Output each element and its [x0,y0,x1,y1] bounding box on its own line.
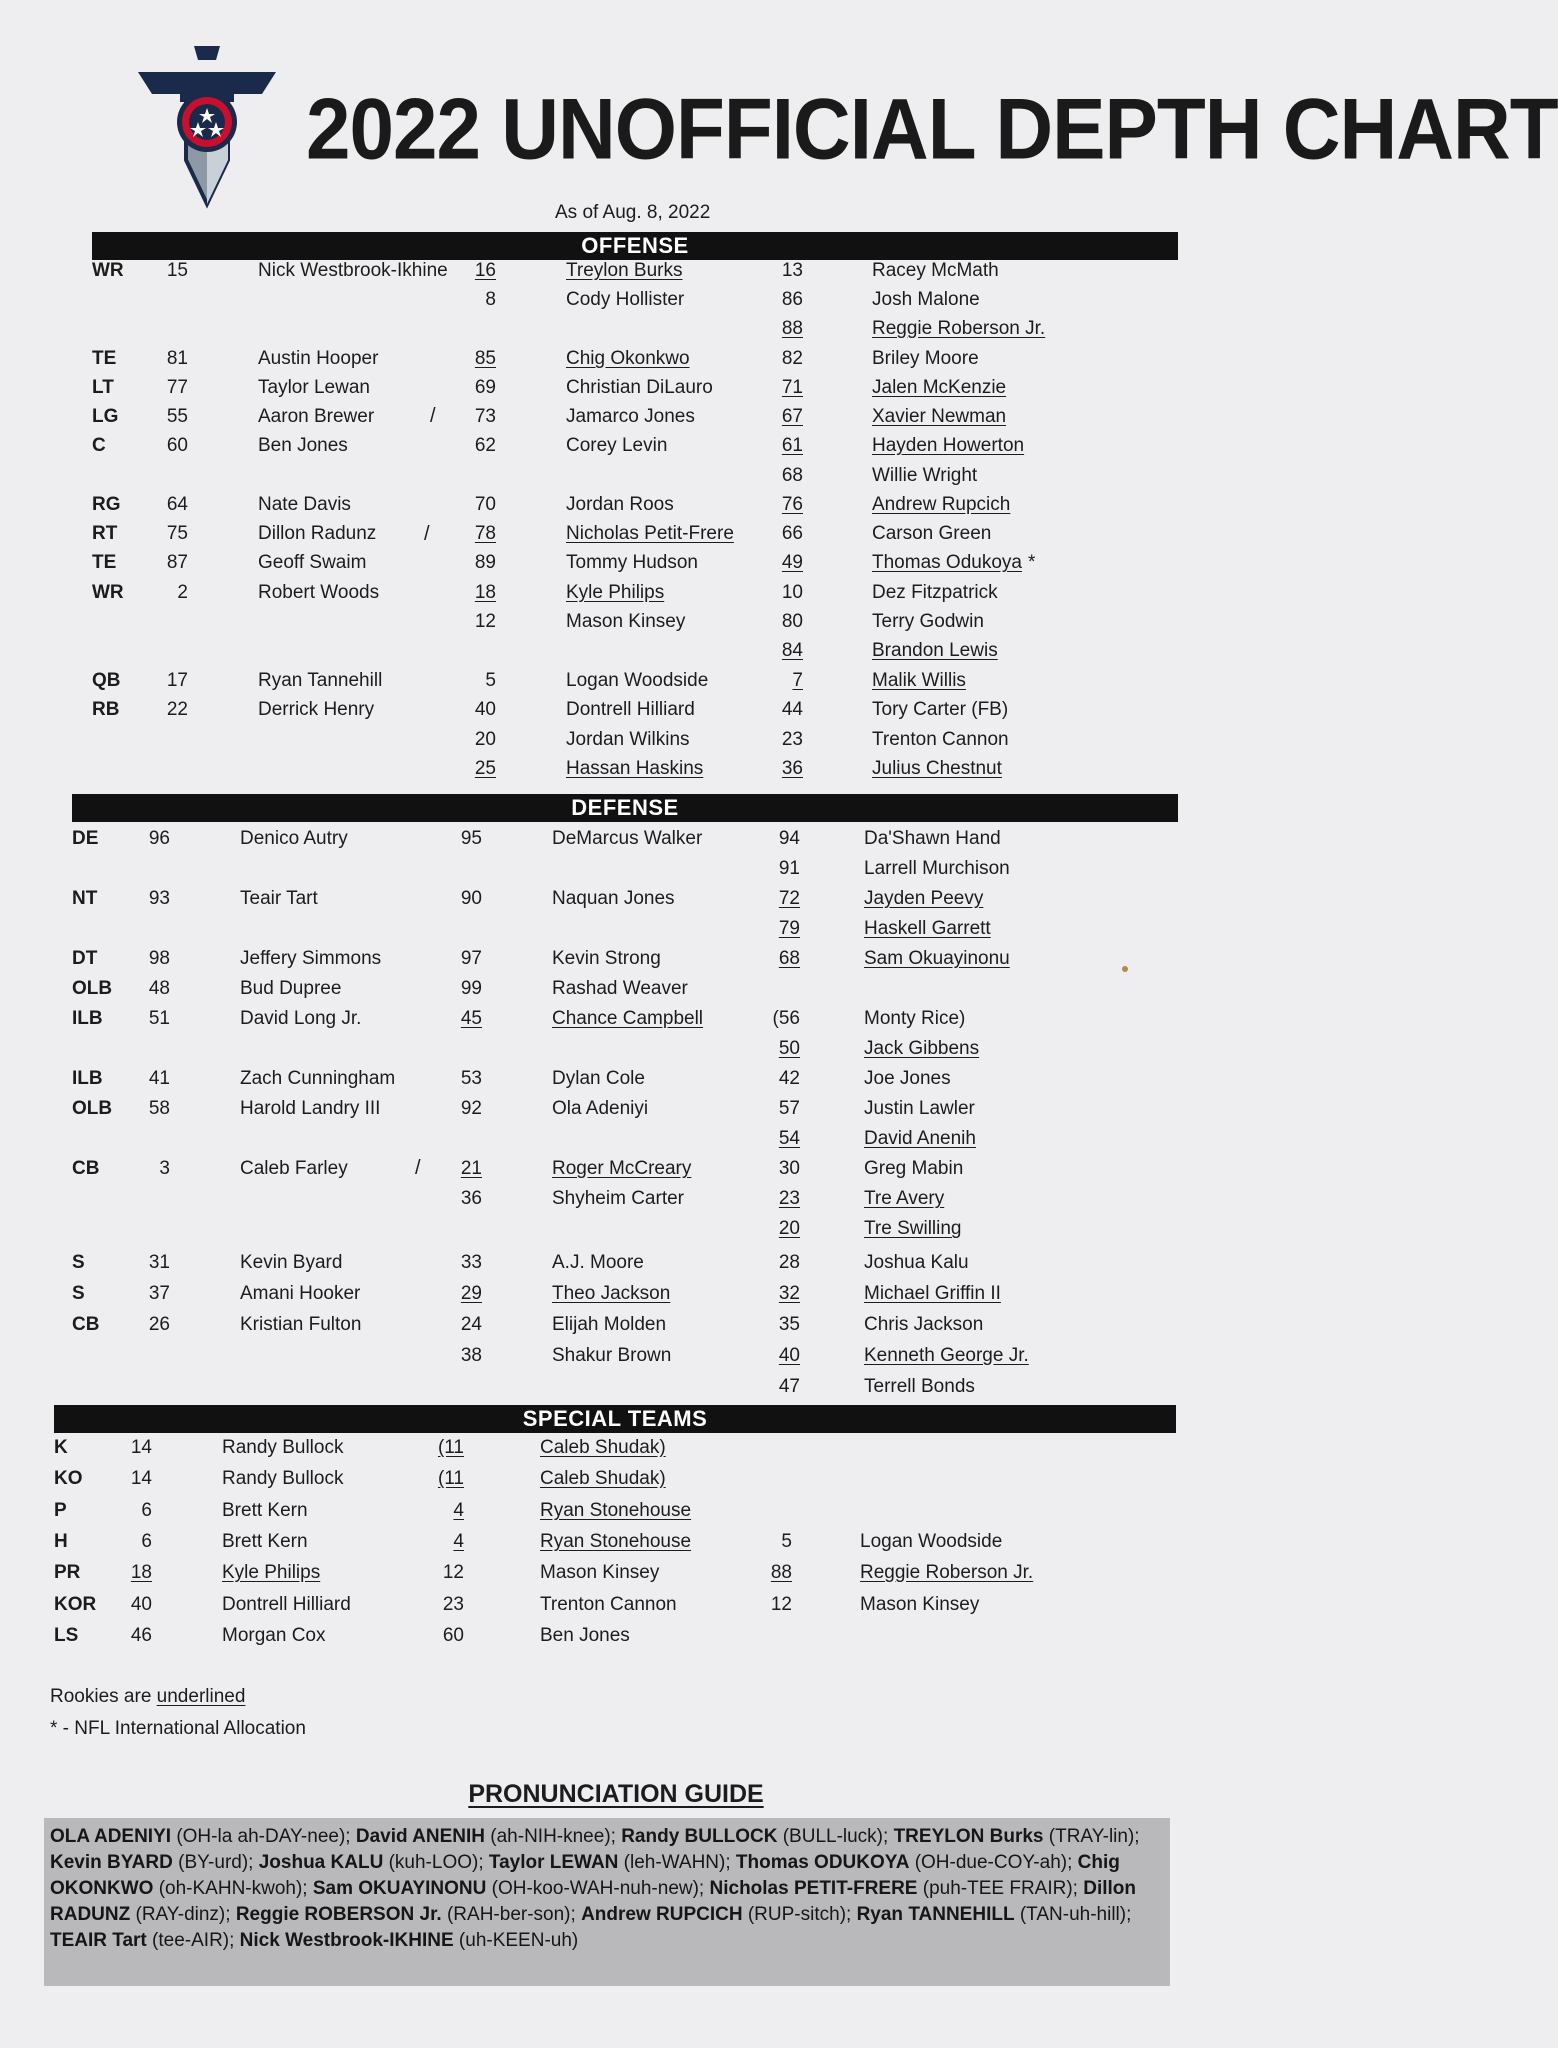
player-name: Robert Woods [258,582,380,603]
jersey-number: 57 [778,1098,800,1119]
player-name: Kyle Philips [222,1562,321,1583]
player-name: Hassan Haskins [566,758,704,779]
jersey-number: 48 [148,978,170,999]
player-name: Taylor Lewan [258,377,370,398]
player-name: Jack Gibbens [864,1038,980,1059]
jersey-number: 76 [781,494,803,515]
player-name: Jalen McKenzie [872,377,1007,398]
jersey-number: 25 [474,758,496,779]
jersey-number: 51 [148,1008,170,1029]
player-name: Aaron Brewer [258,406,375,427]
player-name: Brett Kern [222,1500,308,1521]
player-name: Monty Rice) [864,1008,966,1029]
intl-allocation-note: * - NFL International Allocation [50,1718,306,1739]
rookies-note [50,1686,245,1708]
guide-player-name: David ANENIH [355,1826,485,1847]
jersey-number: 12 [474,611,496,632]
player-name: Dez Fitzpatrick [872,582,998,603]
jersey-number: 38 [460,1345,482,1366]
player-name: Chig Okonkwo [566,348,690,369]
jersey-number: 99 [460,978,482,999]
position-label: WR [92,260,124,281]
paper-speck [1122,966,1128,972]
guide-player-name: Andrew RUPCICH [581,1904,743,1925]
position-label: ILB [72,1068,103,1089]
player-name: Sam Okuayinonu [864,948,1010,969]
jersey-number: 89 [474,552,496,573]
jersey-number: 23 [778,1188,800,1209]
jersey-number: 98 [148,948,170,969]
player-name: Logan Woodside [566,670,709,691]
player-name: Ben Jones [540,1625,630,1646]
player-name: Christian DiLauro [566,377,713,398]
position-label: DT [72,948,98,969]
jersey-number: 23 [442,1594,464,1615]
player-name: Morgan Cox [222,1625,326,1646]
guide-player-name: Chig OKONKWO [50,1852,1120,1899]
guide-pronunciation: (oh-KAHN-kwoh); [153,1878,313,1899]
player-name: Dontrell Hilliard [566,699,695,720]
player-name: Kenneth George Jr. [864,1345,1029,1366]
player-name: A.J. Moore [552,1252,644,1273]
guide-pronunciation: (uh-KEEN-uh) [453,1930,579,1951]
jersey-number: 30 [778,1158,800,1179]
player-name: Brett Kern [222,1531,308,1552]
jersey-number: 80 [781,611,803,632]
player-name: Ola Adeniyi [552,1098,649,1119]
jersey-number: 94 [778,828,800,849]
jersey-number: 18 [474,582,496,603]
pronunciation-guide-title: PRONUNCIATION GUIDE [468,1780,764,1808]
guide-pronunciation: (leh-WAHN); [618,1852,736,1873]
player-name: Geoff Swaim [258,552,367,573]
jersey-number: 4 [453,1531,464,1552]
guide-player-name: Nick Westbrook-IKHINE [239,1930,454,1951]
player-name: Chris Jackson [864,1314,984,1335]
jersey-number: 68 [781,465,803,486]
jersey-number: 53 [460,1068,482,1089]
position-label: OLB [72,1098,113,1119]
jersey-number: 50 [778,1038,800,1059]
player-name: Michael Griffin II [864,1283,1001,1304]
player-name: Mason Kinsey [860,1594,980,1615]
player-name: Josh Malone [872,289,980,310]
position-label: RB [92,699,120,720]
player-name: Denico Autry [240,828,348,849]
player-name: Ryan Stonehouse [540,1500,692,1521]
guide-pronunciation: (BULL-luck); [777,1826,894,1847]
player-name: Harold Landry III [240,1098,381,1119]
jersey-number: 75 [166,523,188,544]
player-name: Teair Tart [240,888,318,909]
position-label: K [54,1437,68,1458]
guide-player-name: Joshua KALU [258,1852,384,1873]
player-name: Amani Hooker [240,1283,361,1304]
player-name: Jordan Wilkins [566,729,690,750]
jersey-number: 88 [770,1562,792,1583]
player-name: Trenton Cannon [540,1594,677,1615]
player-name: Da'Shawn Hand [864,828,1001,849]
player-name: Mason Kinsey [540,1562,660,1583]
player-name: Trenton Cannon [872,729,1009,750]
player-name: Hayden Howerton [872,435,1025,456]
player-name: Ryan Tannehill [258,670,383,691]
jersey-number: 92 [460,1098,482,1119]
player-name: Tommy Hudson [566,552,698,573]
player-name: Reggie Roberson Jr. [872,318,1046,339]
player-name: Theo Jackson [552,1283,671,1304]
jersey-number: 61 [781,435,803,456]
guide-pronunciation: (TRAY-lin); [1043,1826,1140,1847]
jersey-number: 70 [474,494,496,515]
player-name: Brandon Lewis [872,640,998,661]
player-name: Logan Woodside [860,1531,1003,1552]
player-name: Dylan Cole [552,1068,645,1089]
guide-player-name: Dillon RADUNZ [50,1878,1137,1925]
player-name: Briley Moore [872,348,979,369]
jersey-number: 14 [130,1468,152,1489]
position-label: LS [54,1625,79,1646]
guide-pronunciation: (TAN-uh-hill); [1014,1904,1132,1925]
position-label: LG [92,406,119,427]
jersey-number: 87 [166,552,188,573]
jersey-number: 90 [460,888,482,909]
position-label: PR [54,1562,81,1583]
guide-pronunciation: (kuh-LOO); [383,1852,489,1873]
player-name: Nick Westbrook-Ikhine [258,260,448,281]
jersey-number: 93 [148,888,170,909]
jersey-number: (11 [437,1437,464,1458]
slash-mark: / [430,405,436,427]
jersey-number: 6 [141,1500,152,1521]
jersey-number: 35 [778,1314,800,1335]
player-name: Greg Mabin [864,1158,964,1179]
player-name: Chance Campbell [552,1008,704,1029]
player-name: Cody Hollister [566,289,685,310]
player-name: Corey Levin [566,435,668,456]
player-name: Bud Dupree [240,978,342,999]
position-label: NT [72,888,98,909]
jersey-number: 32 [778,1283,800,1304]
position-label: C [92,435,106,456]
player-name: Kristian Fulton [240,1314,362,1335]
position-label: DE [72,828,99,849]
player-name: Rashad Weaver [552,978,688,999]
jersey-number: 77 [166,377,188,398]
player-name: Nicholas Petit-Frere [566,523,734,544]
jersey-number: 79 [778,918,800,939]
jersey-number: 95 [460,828,482,849]
player-name: Zach Cunningham [240,1068,396,1089]
guide-player-name: TEAIR Tart [50,1930,147,1951]
defense-heading: DEFENSE [72,794,1178,822]
position-label: LT [92,377,114,398]
player-name: Jayden Peevy [864,888,984,909]
guide-player-name: Nicholas PETIT-FRERE [709,1878,918,1899]
jersey-number: 97 [460,948,482,969]
jersey-number: 18 [130,1562,152,1583]
jersey-number: 24 [460,1314,482,1335]
jersey-number: 12 [770,1594,792,1615]
position-label: S [72,1283,85,1304]
jersey-number: 26 [148,1314,170,1335]
player-name: Willie Wright [872,465,978,486]
player-name: Jamarco Jones [566,406,695,427]
guide-pronunciation: (tee-AIR); [146,1930,240,1951]
special-teams-heading: SPECIAL TEAMS [54,1405,1176,1433]
guide-pronunciation: (BY-urd); [172,1852,259,1873]
guide-pronunciation: (RAY-dinz); [130,1904,236,1925]
player-name: Elijah Molden [552,1314,667,1335]
player-name: Naquan Jones [552,888,675,909]
player-name: Caleb Shudak) [540,1468,666,1489]
position-label: TE [92,552,117,573]
player-name: Kevin Byard [240,1252,343,1273]
player-name: Haskell Garrett [864,918,991,939]
jersey-number: 60 [442,1625,464,1646]
player-name: Joe Jones [864,1068,951,1089]
jersey-number: 47 [778,1376,800,1397]
jersey-number: 69 [474,377,496,398]
guide-player-name: Randy BULLOCK [621,1826,778,1847]
jersey-number: 36 [781,758,803,779]
player-name: Tory Carter (FB) [872,699,1009,720]
player-name: David Long Jr. [240,1008,362,1029]
jersey-number: 20 [778,1218,800,1239]
guide-pronunciation: (OH-due-COY-ah); [909,1852,1078,1873]
player-name: Randy Bullock [222,1468,344,1489]
position-label: P [54,1500,67,1521]
jersey-number: 81 [166,348,188,369]
guide-player-name: Ryan TANNEHILL [856,1904,1015,1925]
jersey-number: 5 [485,670,496,691]
jersey-number: 4 [453,1500,464,1521]
player-name: Dillon Radunz [258,523,377,544]
player-name: Caleb Farley [240,1158,348,1179]
jersey-number: 10 [781,582,803,603]
intl-allocation-star: * [1027,552,1036,573]
rookies-note-prefix: Rookies are [50,1686,157,1707]
jersey-number: 36 [460,1188,482,1209]
jersey-number: (56 [772,1008,800,1029]
as-of-date: As of Aug. 8, 2022 [555,202,711,223]
jersey-number: 31 [148,1252,170,1273]
jersey-number: 78 [474,523,496,544]
player-name: DeMarcus Walker [552,828,703,849]
player-name: Racey McMath [872,260,999,281]
jersey-number: 66 [781,523,803,544]
player-name: Andrew Rupcich [872,494,1011,515]
player-name: Julius Chestnut [872,758,1002,779]
slash-mark: / [415,1157,421,1179]
jersey-number: 54 [778,1128,800,1149]
position-label: CB [72,1158,100,1179]
player-name: Nate Davis [258,494,351,515]
jersey-number: 37 [148,1283,170,1304]
guide-player-name: Thomas ODUKOYA [735,1852,910,1873]
jersey-number: 40 [778,1345,800,1366]
jersey-number: 6 [141,1531,152,1552]
player-name: Ben Jones [258,435,348,456]
player-name: Treylon Burks [566,260,683,281]
jersey-number: 3 [159,1158,170,1179]
jersey-number: 7 [792,670,803,691]
jersey-number: 12 [442,1562,464,1583]
jersey-number: (11 [437,1468,464,1489]
player-name: Terry Godwin [872,611,984,632]
jersey-number: 46 [130,1625,152,1646]
player-name: Mason Kinsey [566,611,686,632]
guide-pronunciation: (ah-NIH-knee); [485,1826,622,1847]
jersey-number: 64 [166,494,188,515]
jersey-number: 82 [781,348,803,369]
jersey-number: 71 [781,377,803,398]
jersey-number: 29 [460,1283,482,1304]
player-name: Jeffery Simmons [240,948,382,969]
jersey-number: 58 [148,1098,170,1119]
jersey-number: 84 [781,640,803,661]
guide-pronunciation: (RAH-ber-son); [441,1904,582,1925]
player-name: Reggie Roberson Jr. [860,1562,1034,1583]
player-name: Kevin Strong [552,948,661,969]
jersey-number: 8 [485,289,496,310]
player-name: Caleb Shudak) [540,1437,666,1458]
position-label: H [54,1531,68,1552]
position-label: CB [72,1314,100,1335]
position-label: ILB [72,1008,103,1029]
player-name: Carson Green [872,523,992,544]
jersey-number: 16 [474,260,496,281]
jersey-number: 88 [781,318,803,339]
player-name: Terrell Bonds [864,1376,975,1397]
guide-pronunciation: (RUP-sitch); [742,1904,857,1925]
guide-player-name: Sam OKUAYINONU [312,1878,487,1899]
jersey-number: 72 [778,888,800,909]
position-label: TE [92,348,117,369]
position-label: WR [92,582,124,603]
jersey-number: 28 [778,1252,800,1273]
page-title: 2022 UNOFFICIAL DEPTH CHART [306,80,1558,177]
player-name: Austin Hooper [258,348,379,369]
jersey-number: 45 [460,1008,482,1029]
jersey-number: 20 [474,729,496,750]
jersey-number: 68 [778,948,800,969]
player-name: Justin Lawler [864,1098,975,1119]
jersey-number: 40 [474,699,496,720]
jersey-number: 22 [166,699,188,720]
guide-player-name: Kevin BYARD [50,1852,173,1873]
pronunciation-guide-box [44,1818,1170,1986]
player-name: Shakur Brown [552,1345,672,1366]
jersey-number: 73 [474,406,496,427]
player-name: Larrell Murchison [864,858,1010,879]
player-name: Dontrell Hilliard [222,1594,351,1615]
player-name: Joshua Kalu [864,1252,969,1273]
position-label: QB [92,670,121,691]
jersey-number: 21 [460,1158,482,1179]
jersey-number: 62 [474,435,496,456]
jersey-number: 42 [778,1068,800,1089]
position-label: OLB [72,978,113,999]
jersey-number: 23 [781,729,803,750]
position-label: S [72,1252,85,1273]
player-name: David Anenih [864,1128,976,1149]
jersey-number: 33 [460,1252,482,1273]
guide-player-name: TREYLON Burks [893,1826,1044,1847]
jersey-number: 14 [130,1437,152,1458]
player-name: Xavier Newman [872,406,1007,427]
position-label: KOR [54,1594,97,1615]
player-name: Randy Bullock [222,1437,344,1458]
jersey-number: 5 [781,1531,792,1552]
jersey-number: 49 [781,552,803,573]
jersey-number: 96 [148,828,170,849]
player-name: Derrick Henry [258,699,375,720]
player-name: Ryan Stonehouse [540,1531,692,1552]
player-name: Malik Willis [872,670,966,691]
player-name: Tre Swilling [864,1218,962,1239]
jersey-number: 13 [781,260,803,281]
jersey-number: 67 [781,406,803,427]
offense-heading: OFFENSE [92,232,1178,260]
jersey-number: 2 [177,582,188,603]
jersey-number: 55 [166,406,188,427]
jersey-number: 15 [166,260,188,281]
guide-pronunciation: (puh-TEE FRAIR); [917,1878,1084,1899]
guide-player-name: Reggie ROBERSON Jr. [235,1904,442,1925]
guide-pronunciation: (OH-la ah-DAY-nee); [171,1826,356,1847]
position-label: KO [54,1468,83,1489]
position-label: RG [92,494,121,515]
jersey-number: 40 [130,1594,152,1615]
guide-player-name: Taylor LEWAN [488,1852,619,1873]
jersey-number: 60 [166,435,188,456]
slash-mark: / [424,523,430,545]
guide-player-name: OLA ADENIYI [50,1826,172,1847]
jersey-number: 17 [166,670,188,691]
jersey-number: 86 [781,289,803,310]
player-name: Thomas Odukoya * [872,552,1036,573]
jersey-number: 41 [148,1068,170,1089]
player-name: Kyle Philips [566,582,665,603]
player-name: Tre Avery [864,1188,945,1209]
player-name: Roger McCreary [552,1158,692,1179]
guide-pronunciation: (OH-koo-WAH-nuh-new); [486,1878,710,1899]
rookies-note-underlined: underlined [156,1686,246,1707]
jersey-number: 44 [781,699,803,720]
player-name: Shyheim Carter [552,1188,684,1209]
jersey-number: 91 [778,858,800,879]
player-name: Jordan Roos [566,494,674,515]
jersey-number: 85 [474,348,496,369]
position-label: RT [92,523,118,544]
